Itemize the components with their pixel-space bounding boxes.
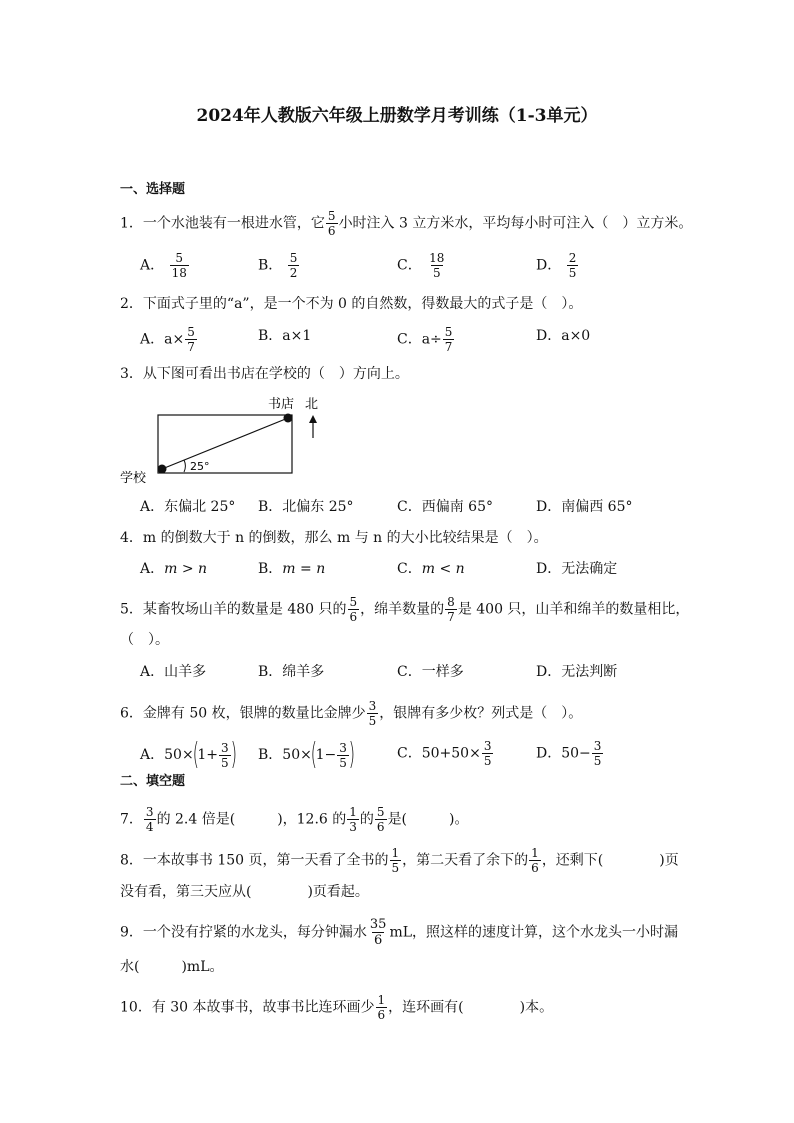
q6-option-d-fraction: $\frac{3}{5}$ — [593, 739, 602, 768]
q3-angle-label: 25° — [190, 460, 210, 473]
q3-store-point — [284, 414, 293, 423]
q6-fraction: $\frac{3}{5}$ — [368, 699, 377, 728]
q10-fraction: $\frac{1}{6}$ — [377, 993, 386, 1022]
question-7: 7． $\frac{3}{4}$ 的 2.4 倍是( )，12.6 的 $\frac{1}{3}$ 的 $\frac{5}{6}$ 是( )。 — [120, 805, 469, 834]
q8-fraction-1: $\frac{1}{5}$ — [391, 846, 400, 875]
q6-option-d[interactable]: D．50− $\frac{3}{5}$ — [536, 739, 602, 768]
q2-option-d[interactable]: D．a×0 — [536, 328, 591, 344]
q4-option-a[interactable]: A．m > n — [140, 561, 208, 577]
q1-option-d[interactable]: D． $\frac{2}{5}$ — [536, 251, 577, 280]
q1-option-b-fraction: $\frac{5}{2}$ — [289, 251, 298, 280]
q4-option-b[interactable]: B．m = n — [258, 561, 326, 577]
question-8: 8．一本故事书 150 页，第一天看了全书的 $\frac{1}{5}$ ，第二天看了余下的 $\frac{1}{6}$ ，还剩下( )页 — [120, 846, 679, 875]
question-3: 3．从下图可看出书店在学校的（ ）方向上。 — [120, 366, 409, 382]
question-5: 5．某畜牧场山羊的数量是 480 只的 $\frac{5}{6}$ ，绵羊数量的 $\frac{8}{7}$ 是 400 只，山羊和绵羊的数量相比， — [120, 595, 690, 624]
q8-fraction-2: $\frac{1}{6}$ — [531, 846, 539, 875]
q5-option-b[interactable]: B．绵羊多 — [258, 664, 325, 680]
q6-option-c-fraction: $\frac{3}{5}$ — [483, 739, 492, 768]
q5-fraction-2: $\frac{8}{7}$ — [447, 595, 455, 624]
q6-option-c[interactable]: C．50+50× $\frac{3}{5}$ — [397, 739, 492, 768]
q6-option-b-fraction: $\frac{3}{5}$ — [339, 740, 347, 770]
q3-option-b[interactable]: B．北偏东 25° — [258, 499, 354, 515]
q1-option-a-fraction: $\frac{5}{18}$ — [171, 251, 187, 280]
q6-option-a[interactable]: A．50×(1+ $\frac{3}{5}$ ) — [140, 737, 237, 772]
q9-fraction: $\frac{35}{6}$ — [369, 917, 387, 948]
q3-north-label: 北 — [305, 397, 319, 412]
q5-option-c[interactable]: C．一样多 — [397, 664, 464, 680]
q1-option-a[interactable]: A． $\frac{5}{18}$ — [140, 251, 187, 280]
section-choice-heading: 一、选择题 — [120, 182, 186, 197]
q3-option-d[interactable]: D．南偏西 65° — [536, 499, 633, 515]
q1-option-b[interactable]: B． $\frac{5}{2}$ — [258, 251, 298, 280]
q3-direction-diagram — [118, 390, 338, 486]
q5-option-d[interactable]: D．无法判断 — [536, 664, 618, 680]
q7-fraction-1: $\frac{3}{4}$ — [145, 805, 154, 834]
question-4: 4．m 的倒数大于 n 的倒数，那么 m 与 n 的大小比较结果是（ ）。 — [120, 530, 548, 546]
page-title: 2024年人教版六年级上册数学月考训练（1-3单元） — [196, 106, 598, 126]
q1-text-pre: 1．一个水池装有一根进水管，它 — [120, 215, 325, 232]
q7-fraction-2: $\frac{1}{3}$ — [349, 805, 357, 834]
q3-school-point — [158, 465, 167, 474]
q2-option-a[interactable]: A．a× $\frac{5}{7}$ — [140, 325, 195, 354]
q8-line-2: 没有看，第三天应从( )页看起。 — [120, 884, 369, 900]
q5-line-2: （ ）。 — [120, 632, 169, 648]
q1-option-c-fraction: $\frac{18}{5}$ — [429, 251, 445, 280]
q5-option-a[interactable]: A．山羊多 — [140, 664, 207, 680]
q3-angle-arc — [184, 460, 185, 472]
q3-path-line — [162, 418, 288, 469]
q2-option-a-fraction: $\frac{5}{7}$ — [187, 325, 195, 354]
q5-fraction-1: $\frac{5}{6}$ — [349, 595, 358, 624]
q2-option-c-fraction: $\frac{5}{7}$ — [444, 325, 453, 354]
question-2: 2．下面式子里的“a”，是一个不为 0 的自然数，得数最大的式子是（ ）。 — [120, 296, 583, 312]
section-fill-heading: 二、填空题 — [120, 774, 186, 789]
question-10: 10．有 30 本故事书，故事书比连环画少 $\frac{1}{6}$ ，连环画有( )本。 — [120, 993, 554, 1022]
q2-option-b[interactable]: B．a×1 — [258, 328, 312, 344]
q1-fraction: $\frac{5}{6}$ — [327, 209, 336, 238]
q4-option-d[interactable]: D．无法确定 — [536, 561, 618, 577]
question-1 — [120, 210, 692, 237]
q6-option-a-fraction: $\frac{3}{5}$ — [221, 740, 229, 770]
question-6: 6．金牌有 50 枚，银牌的数量比金牌少 $\frac{3}{5}$ ，银牌有多少枚？列式是（ ）。 — [120, 699, 583, 728]
q7-fraction-3: $\frac{5}{6}$ — [376, 805, 385, 834]
q3-option-c[interactable]: C．西偏南 65° — [397, 499, 493, 515]
q1-text-post: 小时注入 3 立方米水，平均每小时可注入（ ）立方米。 — [338, 215, 693, 232]
q3-store-label: 书店 — [268, 397, 295, 412]
q9-line-2: 水( )mL。 — [120, 959, 224, 975]
q3-option-a[interactable]: A．东偏北 25° — [140, 499, 236, 515]
north-arrow-head-icon — [309, 415, 317, 423]
question-9: 9．一个没有拧紧的水龙头，每分钟漏水 $\frac{35}{6}$ mL，照这样的速度计算，这个水龙头一小时漏 — [120, 917, 679, 948]
q1-option-c[interactable]: C． $\frac{18}{5}$ — [397, 251, 445, 280]
q2-option-c[interactable]: C．a÷ $\frac{5}{7}$ — [397, 325, 453, 354]
q6-option-b[interactable]: B．50×(1− $\frac{3}{5}$ ) — [258, 737, 355, 772]
q1-option-d-fraction: $\frac{2}{5}$ — [568, 251, 577, 280]
q3-school-label: 学校 — [120, 471, 147, 486]
q4-option-c[interactable]: C．m < n — [397, 561, 465, 577]
